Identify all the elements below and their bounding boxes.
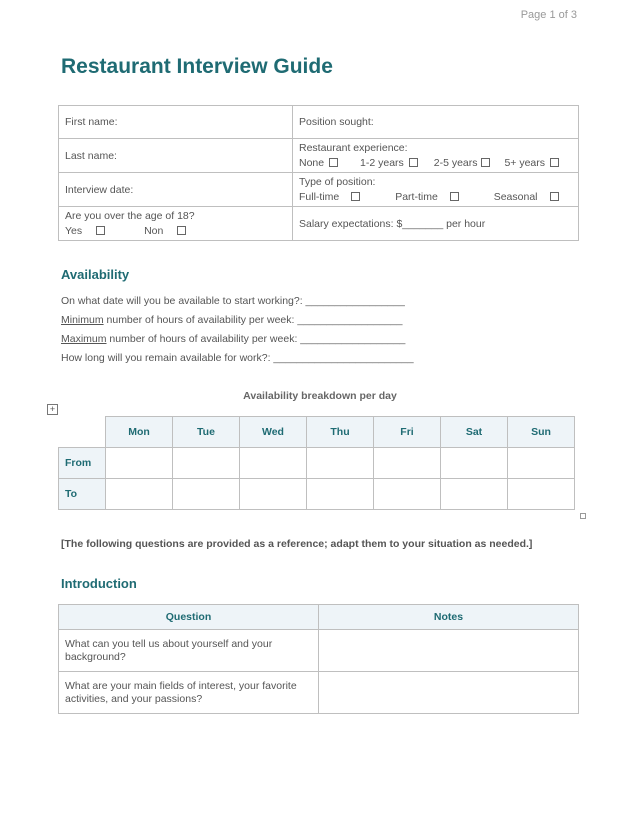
experience-label: Restaurant experience: [299,142,408,154]
availability-questions [61,294,414,370]
from-cell[interactable] [173,448,240,479]
day-header-thu: Thu [307,417,374,448]
row-header-from: From [59,448,106,479]
availability-table-caption: Availability breakdown per day [243,390,397,402]
experience-5-plus-checkbox[interactable] [550,158,559,167]
to-cell[interactable] [374,479,441,510]
applicant-info-table [58,105,579,241]
from-cell[interactable] [441,448,508,479]
to-cell[interactable] [508,479,575,510]
page-indicator: Page 1 of 3 [520,9,577,21]
age-option-non: Non [144,225,164,237]
table-resize-handle[interactable] [580,513,586,519]
day-header-wed: Wed [240,417,307,448]
experience-none-checkbox[interactable] [329,158,338,167]
maximum-word: Maximum [61,333,107,345]
minimum-word: Minimum [61,314,104,326]
page-title: Restaurant Interview Guide [61,55,333,78]
day-header-tue: Tue [173,417,240,448]
to-cell[interactable] [173,479,240,510]
introduction-table [58,604,579,714]
minimum-rest: number of hours of availability per week: __________________ [103,314,403,326]
age-cell [59,207,293,241]
reference-note: [The following questions are provided as a reference; adapt them to your situation as needed.] [61,538,533,550]
experience-option-1-2: 1-2 years [360,157,404,169]
to-cell[interactable] [441,479,508,510]
notes-cell[interactable] [319,630,579,672]
experience-option-5-plus: 5+ years [504,157,546,169]
column-header-notes: Notes [319,605,579,630]
age-yes-checkbox[interactable] [96,226,105,235]
type-option-full-time: Full-time [299,191,340,203]
from-cell[interactable] [240,448,307,479]
age-option-yes: Yes [65,225,83,237]
position-type-label: Type of position: [299,176,376,188]
part-time-checkbox[interactable] [450,192,459,201]
experience-cell [293,139,579,173]
age-non-checkbox[interactable] [177,226,186,235]
question-cell: What are your main fields of interest, your favorite activities, and your passions? [59,672,319,714]
age-label: Are you over the age of 18? [65,210,195,222]
day-header-fri: Fri [374,417,441,448]
availability-heading: Availability [61,267,130,282]
table-move-handle-icon[interactable]: + [47,404,58,415]
interview-date-field[interactable]: Interview date: [59,173,293,207]
maximum-rest: number of hours of availability per week: __________________ [106,333,406,345]
from-cell[interactable] [106,448,173,479]
day-header-sat: Sat [441,417,508,448]
position-sought-field[interactable]: Position sought: [293,106,579,139]
experience-2-5-checkbox[interactable] [481,158,490,167]
from-cell[interactable] [508,448,575,479]
to-cell[interactable] [307,479,374,510]
introduction-heading: Introduction [61,576,137,591]
notes-cell[interactable] [319,672,579,714]
position-type-cell [293,173,579,207]
start-date-line[interactable]: On what date will you be available to start working?: _________________ [61,295,405,307]
maximum-hours-line[interactable] [61,332,414,351]
row-header-to: To [59,479,106,510]
last-name-field[interactable]: Last name: [59,139,293,173]
experience-option-none: None [299,157,325,169]
from-cell[interactable] [307,448,374,479]
column-header-question: Question [59,605,319,630]
from-cell[interactable] [374,448,441,479]
to-cell[interactable] [240,479,307,510]
type-option-seasonal: Seasonal [493,191,538,203]
duration-line[interactable]: How long will you remain available for work?: ________________________ [61,352,414,364]
to-cell[interactable] [106,479,173,510]
day-header-sun: Sun [508,417,575,448]
experience-option-2-5: 2-5 years [433,157,478,169]
minimum-hours-line[interactable] [61,313,414,332]
table-corner [59,417,106,448]
full-time-checkbox[interactable] [351,192,360,201]
availability-table [58,416,575,510]
seasonal-checkbox[interactable] [550,192,559,201]
experience-1-2-checkbox[interactable] [409,158,418,167]
question-cell: What can you tell us about yourself and your background? [59,630,319,672]
day-header-mon: Mon [106,417,173,448]
type-option-part-time: Part-time [395,191,438,203]
salary-field[interactable]: Salary expectations: $_______ per hour [293,207,579,241]
first-name-field[interactable]: First name: [59,106,293,139]
